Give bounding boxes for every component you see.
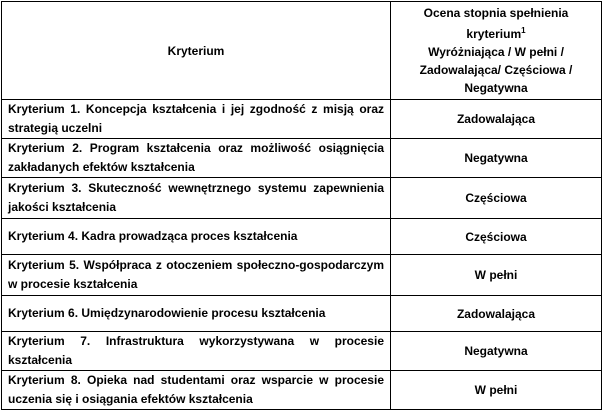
assessment-cell: Zadowalająca <box>391 296 602 332</box>
criterion-cell: Kryterium 2. Program kształcenia oraz możliwość osiągnięcia zakładanych efektów kształcenia <box>2 139 391 178</box>
footnote-marker: 1 <box>521 26 526 35</box>
assessment-cell: Negatywna <box>391 332 602 371</box>
criterion-cell: Kryterium 5. Współpraca z otoczeniem społeczno-gospodarczym w procesie kształcenia <box>2 255 391 296</box>
assessment-cell: Częściowa <box>391 178 602 219</box>
table-row <box>2 332 602 371</box>
table-row <box>2 178 602 219</box>
table-row <box>2 371 602 410</box>
assessment-title-line2: kryterium <box>466 27 522 41</box>
header-row <box>2 2 602 100</box>
criterion-column-header: Kryterium <box>2 2 391 100</box>
assessment-cell: Negatywna <box>391 139 602 178</box>
assessment-column-header <box>391 2 602 100</box>
assessment-options-line3: Negatywna <box>464 81 528 95</box>
assessment-cell: W pełni <box>391 255 602 296</box>
assessment-options-line1: Wyróżniająca / W pełni / <box>428 45 564 59</box>
criteria-assessment-table <box>1 1 602 410</box>
criterion-cell: Kryterium 4. Kadra prowadząca proces kształcenia <box>2 219 391 255</box>
table-row <box>2 296 602 332</box>
assessment-cell: W pełni <box>391 371 602 410</box>
table-row <box>2 139 602 178</box>
criterion-cell: Kryterium 8. Opieka nad studentami oraz wsparcie w procesie uczenia się i osiągania efektów kształcenia <box>2 371 391 410</box>
assessment-title-line1: Ocena stopnia spełnienia <box>423 6 569 20</box>
criterion-cell: Kryterium 3. Skuteczność wewnętrznego systemu zapewnienia jakości kształcenia <box>2 178 391 219</box>
table-row <box>2 255 602 296</box>
assessment-options-line2: Zadowalająca/ Częściowa / <box>419 63 573 77</box>
assessment-cell: Częściowa <box>391 219 602 255</box>
table-row <box>2 100 602 139</box>
table-row <box>2 219 602 255</box>
criterion-cell: Kryterium 1. Koncepcja kształcenia i jej zgodność z misją oraz strategią uczelni <box>2 100 391 139</box>
assessment-cell: Zadowalająca <box>391 100 602 139</box>
criterion-cell: Kryterium 7. Infrastruktura wykorzystywana w procesie kształcenia <box>2 332 391 371</box>
criterion-cell: Kryterium 6. Umiędzynarodowienie procesu kształcenia <box>2 296 391 332</box>
